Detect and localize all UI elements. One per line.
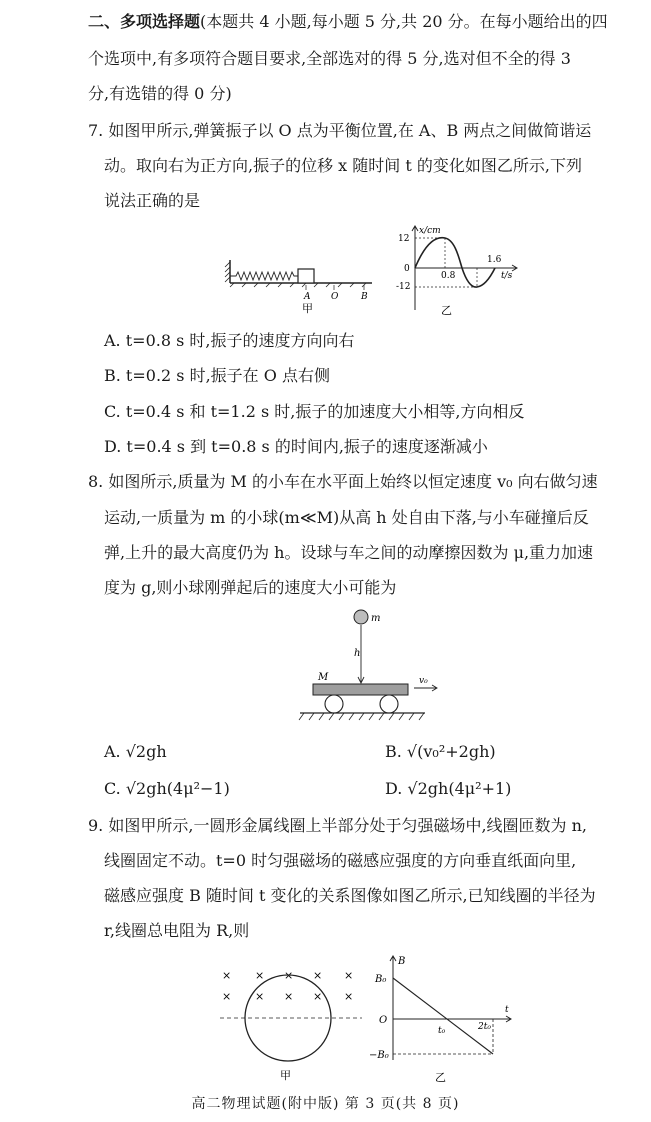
- q9-cross: ×: [222, 990, 232, 1003]
- q8-option-b: B. √(v₀²+2gh): [385, 742, 496, 761]
- q8-stem-line-4: 度为 g,则小球刚弹起后的速度大小可能为: [104, 578, 397, 597]
- q9-stem-line-3: 磁感应强度 B 随时间 t 变化的关系图像如图乙所示,已知线圈的半径为: [104, 886, 596, 905]
- q9-b0-top: B₀: [375, 974, 387, 985]
- q8-label-h: h: [354, 648, 361, 659]
- section-intro-3: 分,有选错的得 0 分): [88, 84, 232, 103]
- q9-cross: ×: [255, 969, 265, 982]
- q8-stem-line-3: 弹,上升的最大高度仍为 h。设球与车之间的动摩擦因数为 μ,重力加速: [104, 543, 594, 562]
- q7-label-o: O: [331, 292, 339, 302]
- q9-stem-line-2: 线圈固定不动。t=0 时匀强磁场的磁感应强度的方向垂直纸面向里,: [104, 851, 577, 870]
- q7-x-axis-label: t/s: [501, 271, 513, 281]
- q7-y-zero: 0: [404, 264, 410, 274]
- section-intro-1: (本题共 4 小题,每小题 5 分,共 20 分。在每小题给出的四: [200, 12, 608, 31]
- q9-figure-b-t-graph: [365, 950, 515, 1085]
- q7-fig-caption-right: 乙: [441, 304, 452, 317]
- q9-fig-caption-right: 乙: [435, 1071, 446, 1084]
- q7-t2-label: 1.6: [487, 255, 502, 265]
- q8-label-m: m: [371, 613, 381, 624]
- q9-cross: ×: [313, 990, 323, 1003]
- q7-label-a: A: [304, 292, 311, 302]
- q7-stem-line-1: 7. 如图甲所示,弹簧振子以 O 点为平衡位置,在 A、B 两点之间做简谐运: [88, 121, 592, 140]
- q9-b0-bottom: −B₀: [369, 1050, 389, 1061]
- q8-stem-line-2: 运动,一质量为 m 的小球(m≪M)从高 h 处自由下落,与小车碰撞后反: [104, 508, 589, 527]
- q7-y-axis-label: x/cm: [419, 226, 441, 236]
- q8-figure-cart-and-ball: [295, 604, 450, 722]
- q8-option-c: C. √2gh(4μ²−1): [104, 779, 230, 798]
- section-header-line-1: [88, 12, 608, 32]
- q8-label-big-m: M: [318, 672, 329, 683]
- q9-fig-caption-left: 甲: [280, 1069, 291, 1082]
- page-footer: 高二物理试题(附中版) 第 3 页(共 8 页): [191, 1096, 460, 1112]
- q8-label-v0: v₀: [419, 676, 428, 686]
- q9-y-axis-label: B: [398, 956, 406, 967]
- q9-cross: ×: [284, 969, 294, 982]
- section-intro-2: 个选项中,有多项符合题目要求,全部选对的得 5 分,选对但不全的得 3: [88, 49, 571, 68]
- q9-figure-coil-in-field: [218, 963, 366, 1083]
- q9-cross: ×: [344, 990, 354, 1003]
- q7-fig-caption-left: 甲: [302, 302, 313, 315]
- q9-cross: ×: [313, 969, 323, 982]
- q9-cross: ×: [344, 969, 354, 982]
- q7-stem-line-3: 说法正确的是: [104, 191, 201, 210]
- q9-stem-line-4: r,线圈总电阻为 R,则: [104, 921, 250, 940]
- q7-option-a: A. t=0.8 s 时,振子的速度方向向右: [104, 331, 355, 350]
- q9-origin: O: [379, 1015, 388, 1026]
- q9-cross: ×: [284, 990, 294, 1003]
- q7-label-b: B: [361, 292, 368, 302]
- q9-2t0-label: 2t₀: [478, 1022, 491, 1032]
- q7-figure-displacement-graph: [395, 222, 525, 320]
- q7-option-b: B. t=0.2 s 时,振子在 O 点右侧: [104, 366, 330, 385]
- q9-x-axis-label: t: [505, 1005, 509, 1015]
- q7-option-c: C. t=0.4 s 和 t=1.2 s 时,振子的加速度大小相等,方向相反: [104, 402, 525, 421]
- q7-stem-line-2: 动。取向右为正方向,振子的位移 x 随时间 t 的变化如图乙所示,下列: [104, 156, 582, 175]
- q9-stem-line-1: 9. 如图甲所示,一圆形金属线圈上半部分处于匀强磁场中,线圈匝数为 n,: [88, 816, 588, 835]
- q9-t0-label: t₀: [438, 1026, 446, 1036]
- q7-t1-label: 0.8: [441, 271, 456, 281]
- q9-cross: ×: [222, 969, 232, 982]
- q7-figure-spring-oscillator: [222, 255, 387, 315]
- q8-option-d: D. √2gh(4μ²+1): [385, 779, 512, 798]
- q8-stem-line-1: 8. 如图所示,质量为 M 的小车在水平面上始终以恒定速度 v₀ 向右做匀速: [88, 472, 598, 491]
- q8-option-a: A. √2gh: [104, 742, 167, 761]
- q7-y-top: 12: [398, 234, 410, 244]
- section-heading: 二、多项选择题: [88, 12, 201, 31]
- q7-option-d: D. t=0.4 s 到 t=0.8 s 的时间内,振子的速度逐渐减小: [104, 437, 488, 456]
- q9-cross: ×: [255, 990, 265, 1003]
- q7-y-bottom: -12: [396, 282, 411, 292]
